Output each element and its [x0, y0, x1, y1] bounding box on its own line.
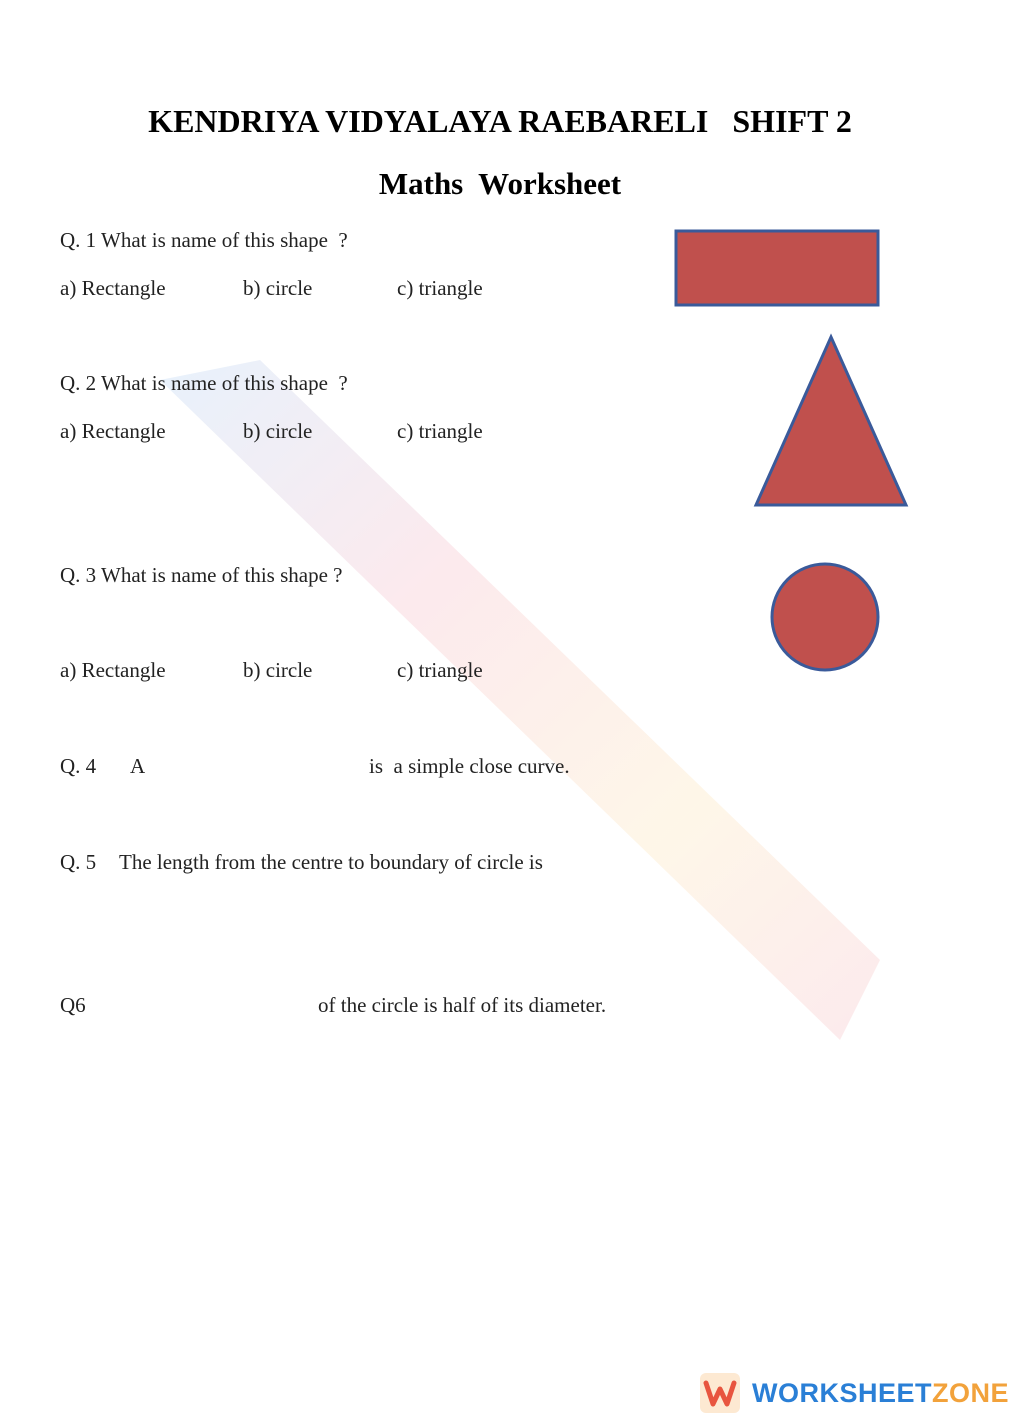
question-2-prompt: Q. 2 What is name of this shape ? — [60, 371, 348, 395]
question-4-lead: A — [130, 754, 146, 778]
question-3-option-a[interactable]: a) Rectangle — [60, 658, 166, 682]
question-3-option-c[interactable]: c) triangle — [397, 658, 483, 682]
worksheetzone-logo[interactable] — [700, 1372, 1009, 1414]
question-4-number: Q. 4 — [60, 754, 97, 778]
question-1-option-b[interactable]: b) circle — [243, 276, 313, 300]
question-2-option-c[interactable]: c) triangle — [397, 419, 483, 443]
school-title: KENDRIYA VIDYALAYA RAEBARELI SHIFT 2 — [148, 103, 852, 139]
question-5-text: The length from the centre to boundary of circle is — [119, 850, 543, 874]
question-5-number: Q. 5 — [60, 850, 97, 874]
brand-part-2: ZONE — [932, 1377, 1009, 1408]
worksheetzone-w-icon — [700, 1373, 740, 1413]
brand-part-1: WORKSHEET — [752, 1377, 932, 1408]
question-6-number: Q6 — [60, 993, 86, 1017]
question-1-option-c[interactable]: c) triangle — [397, 276, 483, 300]
worksheet-title: Maths Worksheet — [378, 166, 622, 201]
question-2-option-a[interactable]: a) Rectangle — [60, 419, 166, 443]
rectangle-shape — [674, 229, 882, 309]
question-1-prompt: Q. 1 What is name of this shape ? — [60, 228, 348, 252]
circle-shape — [768, 561, 882, 673]
question-4-tail: is a simple close curve. — [369, 754, 570, 778]
question-6-tail: of the circle is half of its diameter. — [318, 993, 607, 1017]
worksheetzone-wordmark — [752, 1378, 1009, 1409]
question-2-option-b[interactable]: b) circle — [243, 419, 313, 443]
question-3-prompt: Q. 3 What is name of this shape ? — [60, 563, 343, 587]
question-1-option-a[interactable]: a) Rectangle — [60, 276, 166, 300]
question-3-option-b[interactable]: b) circle — [243, 658, 313, 682]
triangle-shape — [752, 333, 910, 509]
